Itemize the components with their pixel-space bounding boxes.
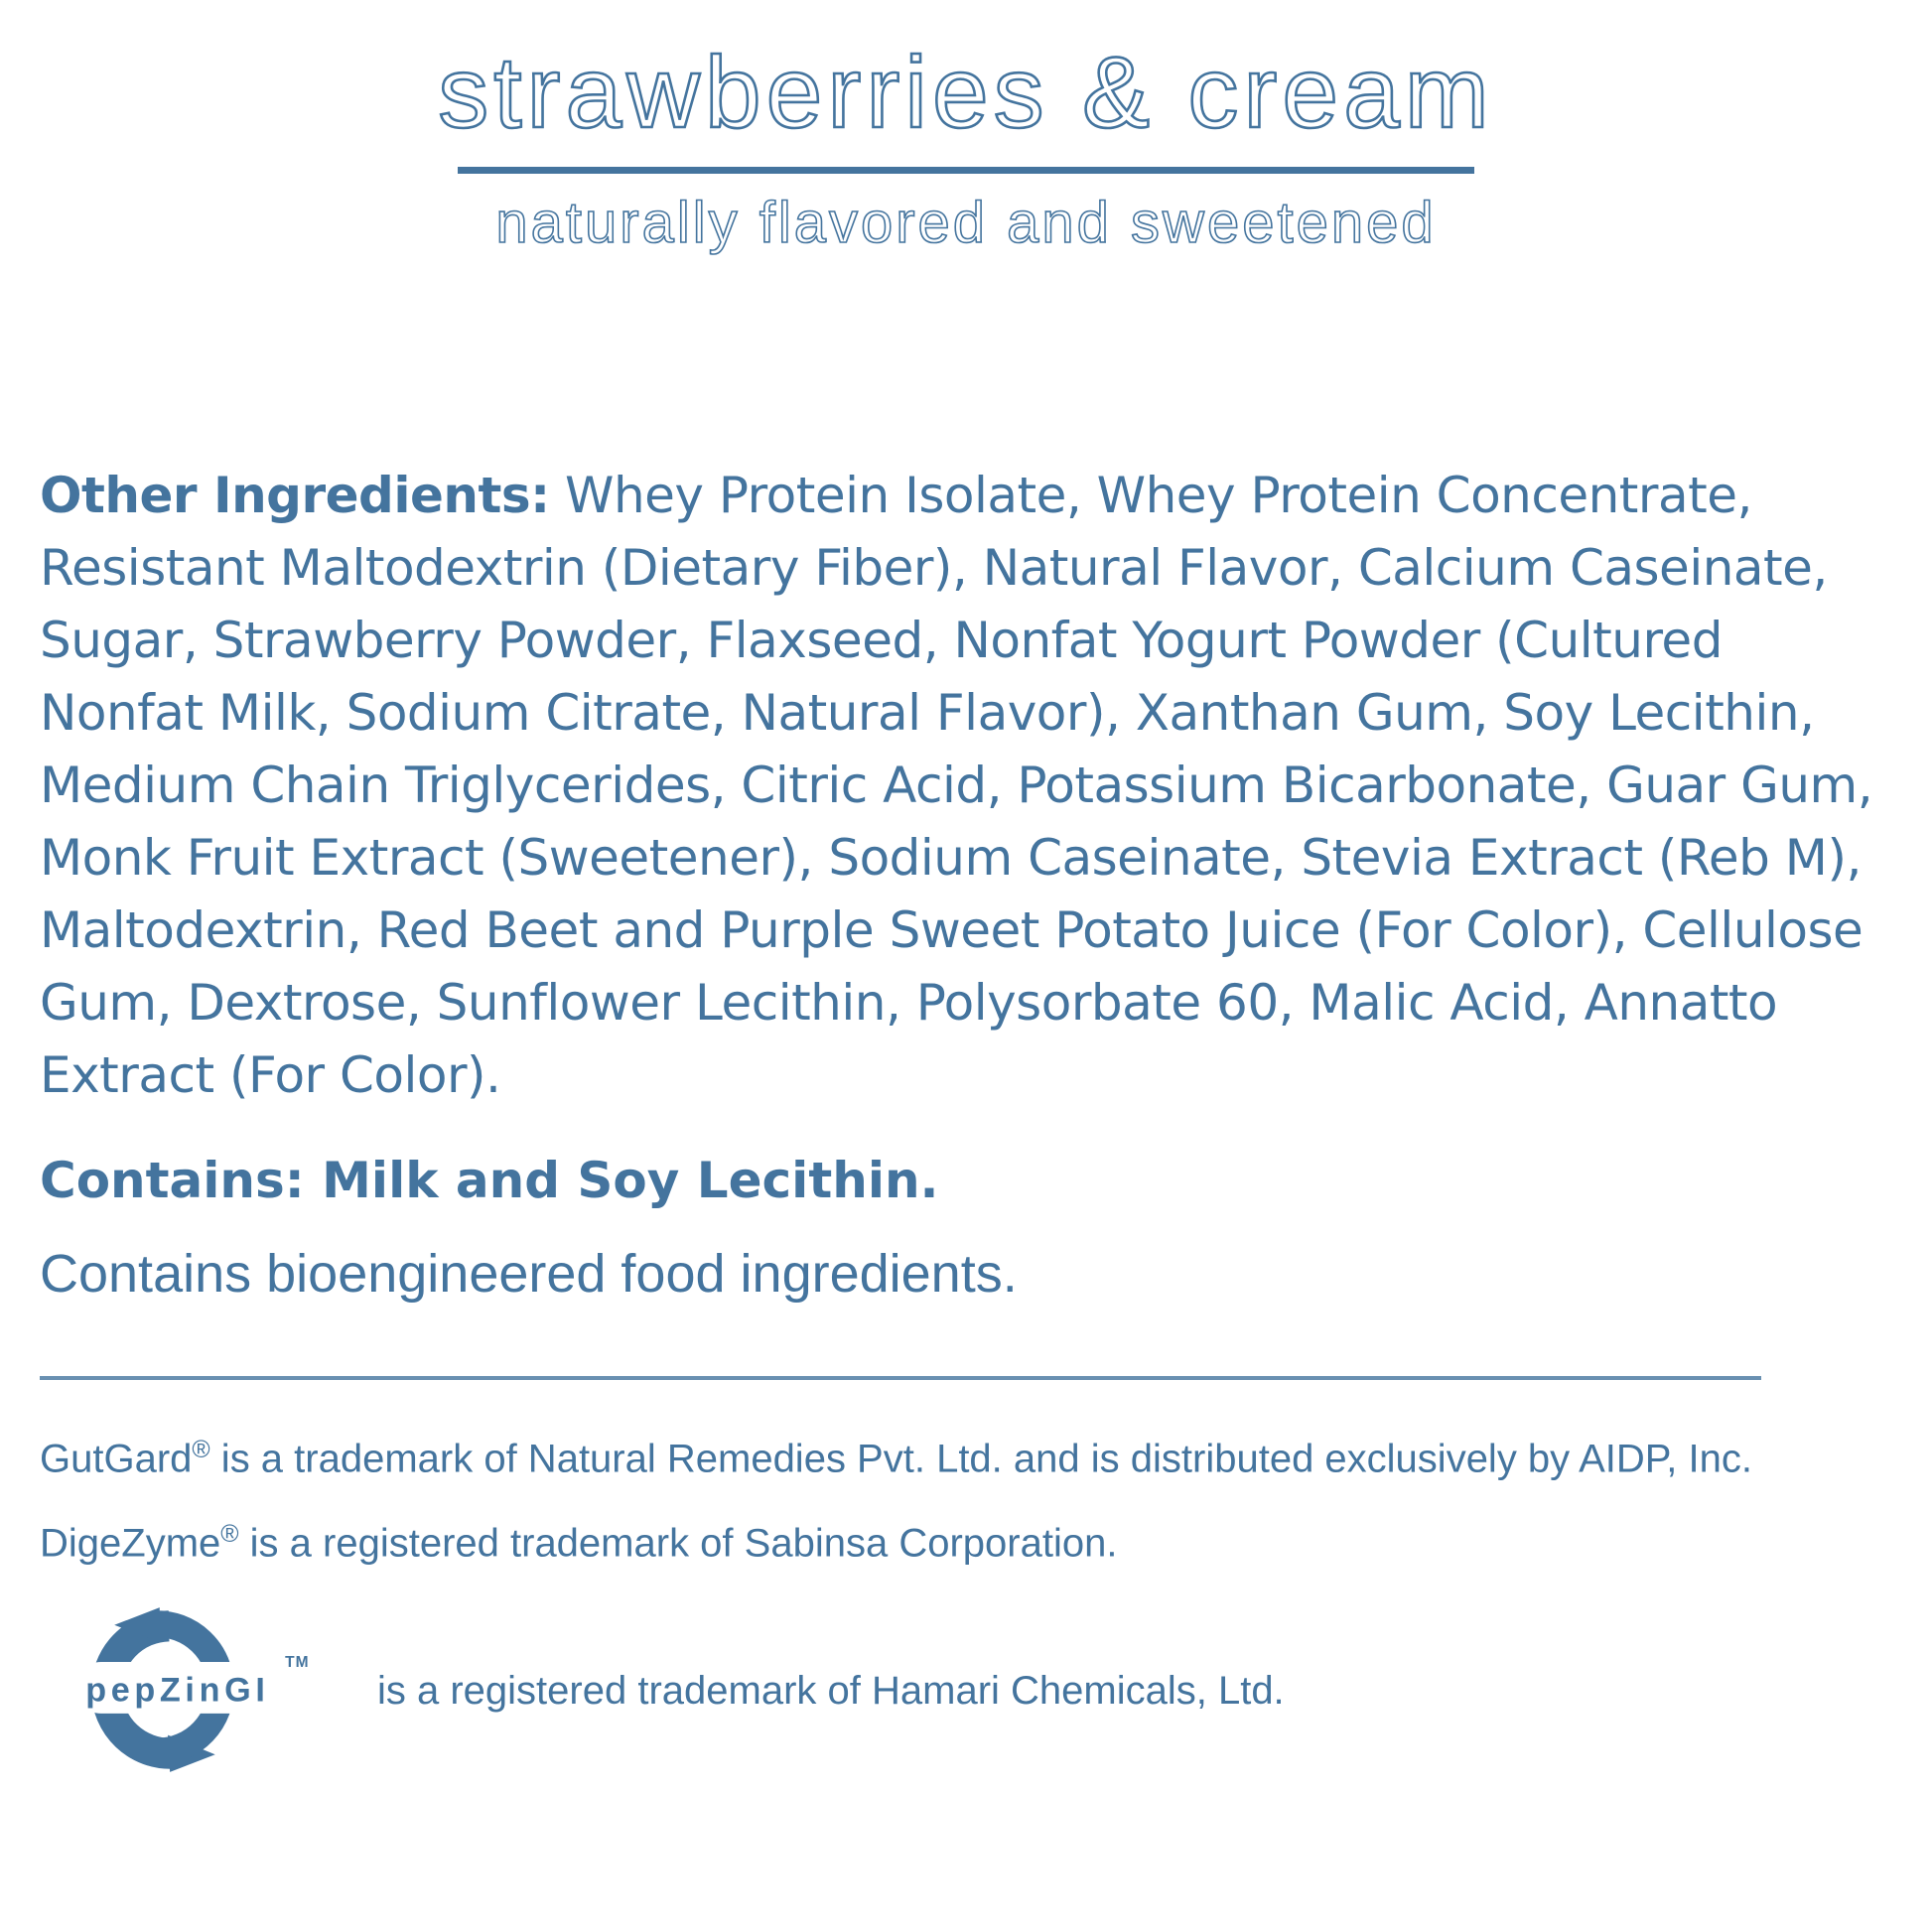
allergen-statement: Contains: Milk and Soy Lecithin. [40,1152,939,1210]
label-header [0,0,1932,256]
other-ingredients-label: Other Ingredients: [40,467,550,525]
title-underline [458,167,1474,174]
pepzin-note-text: is a registered trademark of Hamari Chemicals, Ltd. [377,1669,1285,1714]
pepzin-trademark-row [40,1603,1896,1776]
gutgard-brand: GutGard [40,1437,193,1481]
trademark-symbol: TM [285,1654,310,1672]
flavor-subtitle: naturally flavored and sweetened [495,191,1437,256]
digezyme-note-text: is a registered trademark of Sabinsa Corporation. [238,1520,1118,1565]
pepzin-gi-wordmark: pepZinGI [85,1671,270,1710]
flavor-title: strawberries & cream [438,36,1494,149]
label-body [0,460,1932,1776]
pepzin-gi-logo [40,1603,349,1776]
digezyme-trademark-note [40,1510,1896,1568]
registered-symbol: ® [192,1437,210,1464]
registered-symbol: ® [220,1520,239,1548]
other-ingredients-list: Whey Protein Isolate, Whey Protein Concentrate, Resistant Maltodextrin (Dietary Fiber), Natural Flavor, Calcium Caseinate, Sugar, Strawberry Powder, Flaxseed, Nonfat Yogurt Powder (Cultured Nonfat Milk, Sodium Citrate, Natural Flavor), Xanthan Gum, Soy Lecithin, Medium Chain Triglycerides, Citric Acid, Potassium Bicarbonate, Guar Gum, Monk Fruit Extract (Sweetener), Sodium Caseinate, Stevia Extract (Reb M), Maltodextrin, Red Beet and Purple Sweet Potato Juice (For Color), Cellulose Gum, Dextrose, Sunflower Lecithin, Polysorbate 60, Malic Acid, Annatto Extract (For Color). [40,467,1873,1105]
gutgard-trademark-note [40,1426,1896,1483]
digezyme-brand: DigeZyme [40,1520,221,1565]
gutgard-note-text: is a trademark of Natural Remedies Pvt. Ltd. and is distributed exclusively by AIDP, Inc. [209,1437,1752,1481]
other-ingredients-paragraph [40,460,1896,1112]
bioengineered-statement: Contains bioengineered food ingredients. [40,1244,1018,1305]
divider-rule [40,1376,1761,1380]
